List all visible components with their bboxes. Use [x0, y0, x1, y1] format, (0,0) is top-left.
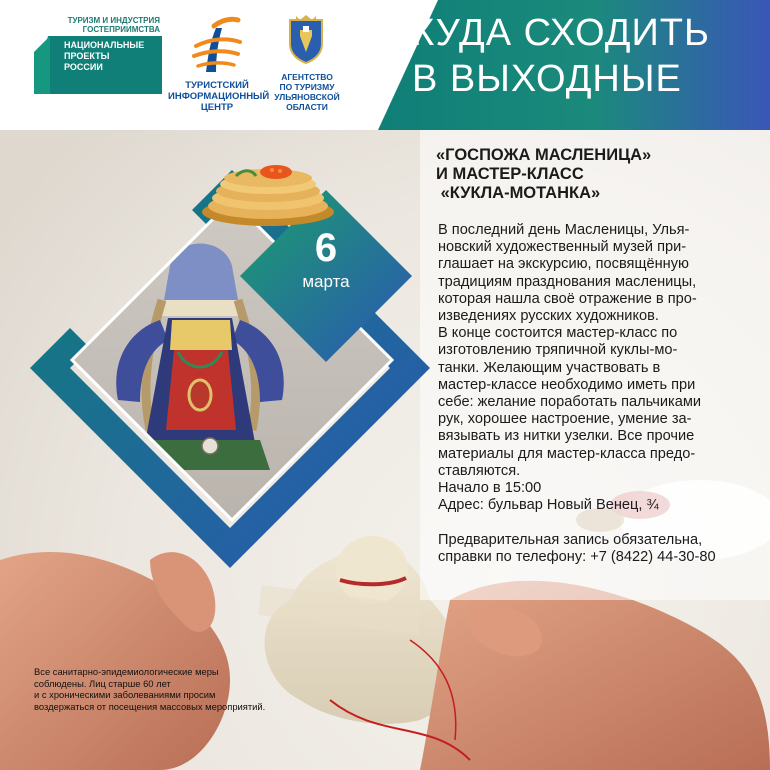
description-line: ставляются. [438, 462, 521, 479]
tourist-center-name [168, 80, 270, 113]
tic-line: ИНФОРМАЦИОННЫЙ [168, 91, 270, 102]
tourist-center-logo-icon [178, 16, 250, 74]
description-line: себе: желание поработать пальчиками [438, 394, 702, 411]
tourism-agency-name [268, 72, 346, 112]
description-line: танки. Желающим участвовать в [438, 359, 661, 376]
agency-line: УЛЬЯНОВСКОЙ [274, 92, 340, 102]
np-caption-line: ТУРИЗМ И ИНДУСТРИЯ [67, 16, 160, 25]
description-line: изготовлению тряпичной куклы-мо- [438, 342, 678, 359]
event-title-line: И МАСТЕР-КЛАСС [436, 165, 584, 183]
event-address: Адрес: бульвар Новый Венец, ¾ [438, 497, 659, 514]
agency-line: ОБЛАСТИ [286, 102, 328, 112]
headline-line: В ВЫХОДНЫЕ [412, 58, 682, 100]
description-line: В конце состоится мастер-класс по [438, 325, 678, 342]
disclaimer-line: соблюдены. Лиц старше 60 лет [34, 677, 171, 689]
description-line: новский художественный музей при- [438, 239, 687, 256]
tic-line: ТУРИСТСКИЙ [185, 80, 249, 91]
description-line: рук, хорошее настроение, умение за- [438, 411, 692, 428]
disclaimer-line: воздержаться от посещения массовых мероприятий. [34, 700, 266, 712]
event-start-time: Начало в 15:00 [438, 480, 542, 497]
np-title-line: ПРОЕКТЫ [64, 51, 110, 61]
headline [412, 10, 762, 102]
coat-of-arms-icon [286, 14, 326, 64]
description-line: традициям празднования масленицы, [438, 273, 697, 290]
spacer [438, 514, 768, 531]
event-day: 6 [314, 226, 338, 270]
contact-phone: справки по телефону: +7 (8422) 44-30-80 [438, 548, 716, 565]
np-title-line: НАЦИОНАЛЬНЫЕ [64, 40, 145, 50]
national-projects-caption [56, 16, 160, 34]
description-line: материалы для мастер-класса предо- [438, 445, 696, 462]
event-title-line: «КУКЛА-МОТАНКА» [436, 184, 601, 202]
description-line: мастер-классе необходимо иметь при [438, 376, 696, 393]
event-description [438, 222, 768, 566]
event-month: марта [302, 272, 350, 291]
description-line: изведениях русских художников. [438, 308, 659, 325]
agency-line: АГЕНТСТВО [281, 72, 333, 82]
description-line: вязывать из нитки узелки. Все прочие [438, 428, 695, 445]
np-title-line: РОССИИ [64, 62, 103, 72]
disclaimer-line: Все санитарно-эпидемиологические меры [34, 666, 219, 677]
disclaimer-line: и с хроническими заболеваниями просим [34, 689, 216, 700]
event-illustration [0, 130, 440, 600]
description-line: которая нашла своё отражение в про- [438, 290, 697, 307]
tic-line: ЦЕНТР [200, 102, 234, 113]
description-line: глашает на экскурсию, посвящённую [438, 256, 689, 273]
health-disclaimer [34, 666, 354, 712]
registration-note: Предварительная запись обязательна, [438, 531, 703, 548]
agency-line: ПО ТУРИЗМУ [279, 82, 335, 92]
event-title [436, 146, 766, 203]
national-projects-title [64, 40, 145, 73]
headline-line: КУДА СХОДИТЬ [412, 12, 710, 54]
event-title-line: «ГОСПОЖА МАСЛЕНИЦА» [436, 146, 652, 164]
pancakes-image [202, 165, 334, 226]
description-line: В последний день Масленицы, Улья- [438, 222, 690, 238]
np-caption-line: ГОСТЕПРИИМСТВА [82, 25, 160, 34]
